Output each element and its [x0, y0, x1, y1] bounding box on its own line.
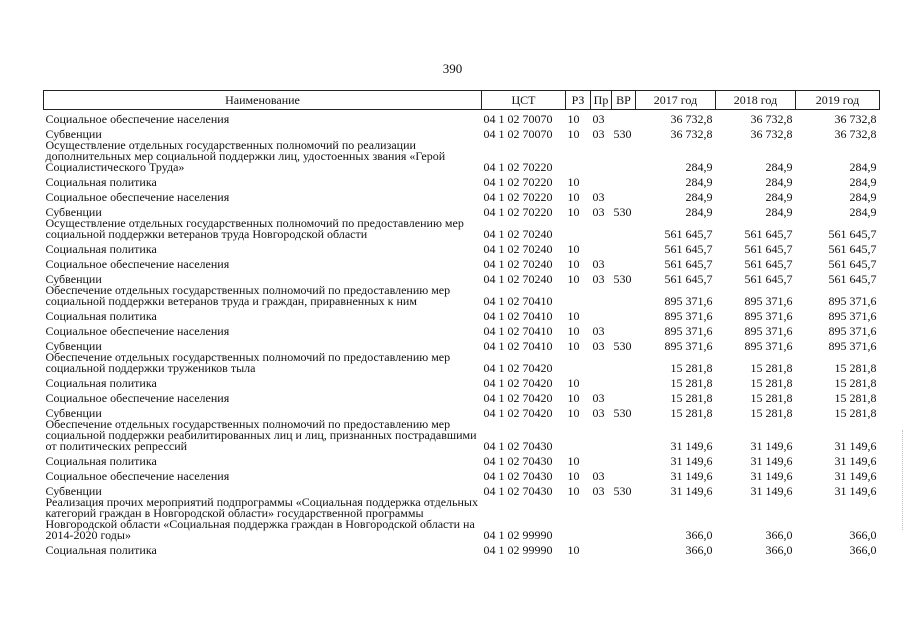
cell-2018: 284,9 — [765, 174, 793, 189]
table-row — [44, 541, 880, 556]
header-rz: РЗ — [566, 91, 591, 110]
table-row — [44, 173, 880, 188]
cell-2019: 895 371,6 — [828, 308, 877, 323]
cell-2018: 366,0 — [765, 542, 793, 557]
cell-2019: 366,0 — [849, 527, 877, 542]
cell-2019: 561 645,7 — [828, 256, 877, 271]
cell-pr: 03 — [592, 323, 605, 338]
cell-rz: 10 — [567, 468, 580, 483]
cell-vr: 530 — [613, 126, 632, 141]
header-cst: ЦСТ — [482, 91, 566, 110]
cell-2019: 31 149,6 — [834, 468, 877, 483]
cell-2019: 36 732,8 — [834, 126, 877, 141]
cell-cst: 04 1 02 70420 — [483, 375, 553, 390]
budget-table — [43, 90, 880, 556]
header-2018: 2018 год — [716, 91, 796, 110]
cell-pr: 03 — [592, 189, 605, 204]
table-row — [44, 188, 880, 203]
table-row — [44, 307, 880, 322]
cell-2017: 284,9 — [685, 159, 713, 174]
cell-cst: 04 1 02 70070 — [483, 126, 553, 141]
table-row — [44, 419, 880, 452]
cell-2019: 284,9 — [849, 159, 877, 174]
header-2019: 2019 год — [796, 91, 880, 110]
cell-rz: 10 — [567, 375, 580, 390]
cell-pr — [591, 374, 612, 389]
table-row — [44, 255, 880, 270]
cell-2018: 15 281,8 — [750, 360, 793, 375]
cell-vr: 530 — [613, 405, 632, 420]
cell-2019: 36 732,8 — [834, 111, 877, 126]
cell-2017: 895 371,6 — [664, 308, 713, 323]
cell-name: Обеспечение отдельных государственных полномочий по предоставлению мер социальной поддержки тружеников тыла — [45, 349, 451, 375]
cell-2018: 15 281,8 — [750, 375, 793, 390]
cell-2018: 31 149,6 — [750, 483, 793, 498]
cell-rz: 10 — [567, 126, 580, 141]
cell-2019: 895 371,6 — [828, 338, 877, 353]
cell-pr — [591, 307, 612, 322]
cell-2019: 284,9 — [849, 189, 877, 204]
cell-pr — [591, 140, 612, 173]
cell-2017: 36 732,8 — [670, 126, 713, 141]
cell-2019: 561 645,7 — [828, 226, 877, 241]
cell-2017: 561 645,7 — [664, 256, 713, 271]
cell-pr: 03 — [592, 111, 605, 126]
cell-name: Обеспечение отдельных государственных полномочий по предоставлению мер социальной поддержки реабилитированных лиц и лиц, признанных пострадавшими от политических репрессий — [45, 416, 477, 453]
cell-name: Обеспечение отдельных государственных полномочий по предоставлению мер социальной поддержки ветеранов труда и граждан, приравненных к ним — [45, 282, 451, 308]
cell-vr — [612, 188, 636, 203]
cell-2017: 15 281,8 — [670, 390, 713, 405]
cell-vr — [612, 255, 636, 270]
cell-name: Социальное обеспечение населения — [45, 111, 230, 126]
header-2017: 2017 год — [636, 91, 716, 110]
table-row — [44, 497, 880, 541]
cell-vr — [612, 497, 636, 541]
cell-2019: 15 281,8 — [834, 375, 877, 390]
cell-rz: 10 — [567, 241, 580, 256]
table-row — [44, 140, 880, 173]
cell-pr: 03 — [592, 256, 605, 271]
cell-cst: 04 1 02 70420 — [483, 360, 553, 375]
cell-2018: 15 281,8 — [750, 390, 793, 405]
cell-name: Социальная политика — [45, 542, 157, 557]
cell-2018: 561 645,7 — [744, 256, 793, 271]
cell-cst: 04 1 02 70420 — [483, 405, 553, 420]
cell-pr: 03 — [592, 126, 605, 141]
cell-2018: 895 371,6 — [744, 323, 793, 338]
cell-rz — [566, 419, 591, 452]
cell-rz — [566, 497, 591, 541]
cell-cst: 04 1 02 70240 — [483, 271, 553, 286]
cell-pr: 03 — [592, 338, 605, 353]
cell-name: Социальное обеспечение населения — [45, 468, 230, 483]
cell-rz: 10 — [567, 338, 580, 353]
table-row — [44, 374, 880, 389]
cell-vr — [612, 389, 636, 404]
cell-vr — [612, 352, 636, 374]
cell-name: Осуществление отдельных государственных полномочий по реализации дополнительных мер социальной поддержки лиц, удостоенных звания «Герой Социалистического Труда» — [45, 137, 446, 174]
cell-2018: 284,9 — [765, 189, 793, 204]
cell-2018: 284,9 — [765, 204, 793, 219]
cell-rz: 10 — [567, 189, 580, 204]
cell-name: Социальное обеспечение населения — [45, 189, 230, 204]
cell-cst: 04 1 02 70410 — [483, 338, 553, 353]
cell-2017: 895 371,6 — [664, 293, 713, 308]
cell-rz: 10 — [567, 323, 580, 338]
cell-2018: 366,0 — [765, 527, 793, 542]
table-row — [44, 110, 880, 125]
cell-2017: 366,0 — [685, 527, 713, 542]
table-row — [44, 322, 880, 337]
cell-2019: 15 281,8 — [834, 405, 877, 420]
cell-2019: 31 149,6 — [834, 453, 877, 468]
cell-pr: 03 — [592, 405, 605, 420]
cell-2017: 15 281,8 — [670, 360, 713, 375]
cell-2018: 895 371,6 — [744, 338, 793, 353]
cell-pr: 03 — [592, 204, 605, 219]
cell-name: Социальное обеспечение населения — [45, 256, 230, 271]
cell-2019: 366,0 — [849, 542, 877, 557]
header-name: Наименование — [44, 91, 482, 110]
header-vr: ВР — [612, 91, 636, 110]
cell-rz — [566, 218, 591, 240]
cell-name: Социальное обеспечение населения — [45, 390, 230, 405]
cell-vr — [612, 322, 636, 337]
cell-rz — [566, 140, 591, 173]
cell-2019: 15 281,8 — [834, 390, 877, 405]
cell-vr: 530 — [613, 338, 632, 353]
cell-vr — [612, 467, 636, 482]
cell-pr — [591, 285, 612, 307]
table-row — [44, 389, 880, 404]
cell-2017: 284,9 — [685, 204, 713, 219]
cell-2019: 15 281,8 — [834, 360, 877, 375]
cell-name: Социальная политика — [45, 375, 157, 390]
cell-cst: 04 1 02 70220 — [483, 174, 553, 189]
cell-name: Социальная политика — [45, 308, 157, 323]
table-body — [44, 110, 880, 556]
cell-vr — [612, 110, 636, 125]
cell-2017: 561 645,7 — [664, 226, 713, 241]
cell-2018: 561 645,7 — [744, 226, 793, 241]
cell-cst: 04 1 02 70240 — [483, 226, 553, 241]
cell-2019: 895 371,6 — [828, 293, 877, 308]
cell-rz: 10 — [567, 405, 580, 420]
cell-vr: 530 — [613, 271, 632, 286]
table-row — [44, 218, 880, 240]
cell-2018: 561 645,7 — [744, 241, 793, 256]
cell-2019: 284,9 — [849, 174, 877, 189]
cell-vr — [612, 374, 636, 389]
table-row — [44, 240, 880, 255]
cell-2018: 284,9 — [765, 159, 793, 174]
cell-2018: 31 149,6 — [750, 438, 793, 453]
cell-cst: 04 1 02 70430 — [483, 438, 553, 453]
cell-pr: 03 — [592, 390, 605, 405]
cell-rz: 10 — [567, 271, 580, 286]
cell-2017: 366,0 — [685, 542, 713, 557]
cell-2018: 15 281,8 — [750, 405, 793, 420]
cell-vr — [612, 307, 636, 322]
cell-2017: 31 149,6 — [670, 468, 713, 483]
cell-name: Реализация прочих мероприятий подпрограммы «Социальная поддержка отдельных категорий граждан в Новгородской области» государственной программы Новгородской области «Социальная поддержка граждан в Новгородской области на 2014-2020 годы» — [45, 494, 478, 542]
page-number: 390 — [442, 61, 463, 76]
cell-cst: 04 1 02 70070 — [483, 111, 553, 126]
table-header-row — [44, 91, 880, 110]
cell-pr: 03 — [592, 483, 605, 498]
table-row — [44, 352, 880, 374]
cell-2019: 561 645,7 — [828, 271, 877, 286]
cell-name: Субвенции — [45, 338, 102, 353]
cell-2017: 895 371,6 — [664, 338, 713, 353]
cell-pr — [591, 541, 612, 556]
cell-2017: 561 645,7 — [664, 241, 713, 256]
cell-2019: 31 149,6 — [834, 483, 877, 498]
cell-name: Субвенции — [45, 271, 102, 286]
header-pr: Пр — [591, 91, 612, 110]
cell-2017: 561 645,7 — [664, 271, 713, 286]
cell-vr — [612, 218, 636, 240]
cell-rz: 10 — [567, 483, 580, 498]
cell-2018: 36 732,8 — [750, 126, 793, 141]
cell-cst: 04 1 02 70410 — [483, 323, 553, 338]
cell-name: Осуществление отдельных государственных полномочий по предоставлению мер социальной поддержки ветеранов труда Новгородской области — [45, 215, 464, 241]
cell-2018: 895 371,6 — [744, 308, 793, 323]
cell-2019: 561 645,7 — [828, 241, 877, 256]
cell-vr — [612, 419, 636, 452]
cell-vr — [612, 452, 636, 467]
cell-2017: 36 732,8 — [670, 111, 713, 126]
cell-cst: 04 1 02 70420 — [483, 390, 553, 405]
cell-cst: 04 1 02 99990 — [483, 527, 553, 542]
cell-2018: 31 149,6 — [750, 468, 793, 483]
cell-2017: 31 149,6 — [670, 483, 713, 498]
cell-cst: 04 1 02 70430 — [483, 483, 553, 498]
cell-pr — [591, 419, 612, 452]
edge-mark — [899, 430, 903, 530]
cell-rz: 10 — [567, 542, 580, 557]
cell-2017: 895 371,6 — [664, 323, 713, 338]
cell-name: Социальная политика — [45, 241, 157, 256]
cell-cst: 04 1 02 70410 — [483, 308, 553, 323]
cell-cst: 04 1 02 70430 — [483, 453, 553, 468]
cell-rz: 10 — [567, 256, 580, 271]
cell-rz: 10 — [567, 308, 580, 323]
cell-2017: 31 149,6 — [670, 438, 713, 453]
cell-2018: 561 645,7 — [744, 271, 793, 286]
cell-pr — [591, 173, 612, 188]
cell-2017: 284,9 — [685, 174, 713, 189]
cell-cst: 04 1 02 70220 — [483, 204, 553, 219]
cell-2019: 895 371,6 — [828, 323, 877, 338]
cell-name: Субвенции — [45, 204, 102, 219]
cell-pr — [591, 240, 612, 255]
cell-rz: 10 — [567, 111, 580, 126]
cell-pr — [591, 497, 612, 541]
cell-rz: 10 — [567, 453, 580, 468]
cell-2018: 31 149,6 — [750, 453, 793, 468]
cell-cst: 04 1 02 70240 — [483, 241, 553, 256]
cell-2019: 31 149,6 — [834, 438, 877, 453]
cell-rz: 10 — [567, 174, 580, 189]
cell-cst: 04 1 02 70240 — [483, 256, 553, 271]
cell-2018: 895 371,6 — [744, 293, 793, 308]
cell-cst: 04 1 02 70430 — [483, 468, 553, 483]
cell-cst: 04 1 02 70220 — [483, 189, 553, 204]
table-row — [44, 467, 880, 482]
cell-pr — [591, 218, 612, 240]
cell-name: Субвенции — [45, 405, 102, 420]
cell-2017: 15 281,8 — [670, 405, 713, 420]
cell-vr — [612, 541, 636, 556]
cell-vr — [612, 140, 636, 173]
cell-vr — [612, 240, 636, 255]
cell-cst: 04 1 02 99990 — [483, 542, 553, 557]
cell-name: Социальная политика — [45, 174, 157, 189]
cell-vr: 530 — [613, 483, 632, 498]
cell-2019: 284,9 — [849, 204, 877, 219]
cell-rz — [566, 352, 591, 374]
cell-2017: 15 281,8 — [670, 375, 713, 390]
cell-rz: 10 — [567, 390, 580, 405]
cell-pr: 03 — [592, 468, 605, 483]
cell-rz — [566, 285, 591, 307]
cell-2017: 284,9 — [685, 189, 713, 204]
cell-name: Социальная политика — [45, 453, 157, 468]
cell-vr — [612, 285, 636, 307]
cell-vr: 530 — [613, 204, 632, 219]
table-row — [44, 285, 880, 307]
cell-name: Социальное обеспечение населения — [45, 323, 230, 338]
table-row — [44, 452, 880, 467]
cell-pr: 03 — [592, 271, 605, 286]
cell-cst: 04 1 02 70220 — [483, 159, 553, 174]
cell-name: Субвенции — [45, 126, 102, 141]
cell-pr — [591, 452, 612, 467]
cell-2017: 31 149,6 — [670, 453, 713, 468]
cell-2018: 36 732,8 — [750, 111, 793, 126]
cell-cst: 04 1 02 70410 — [483, 293, 553, 308]
cell-pr — [591, 352, 612, 374]
cell-name: Субвенции — [45, 483, 102, 498]
cell-rz: 10 — [567, 204, 580, 219]
cell-vr — [612, 173, 636, 188]
